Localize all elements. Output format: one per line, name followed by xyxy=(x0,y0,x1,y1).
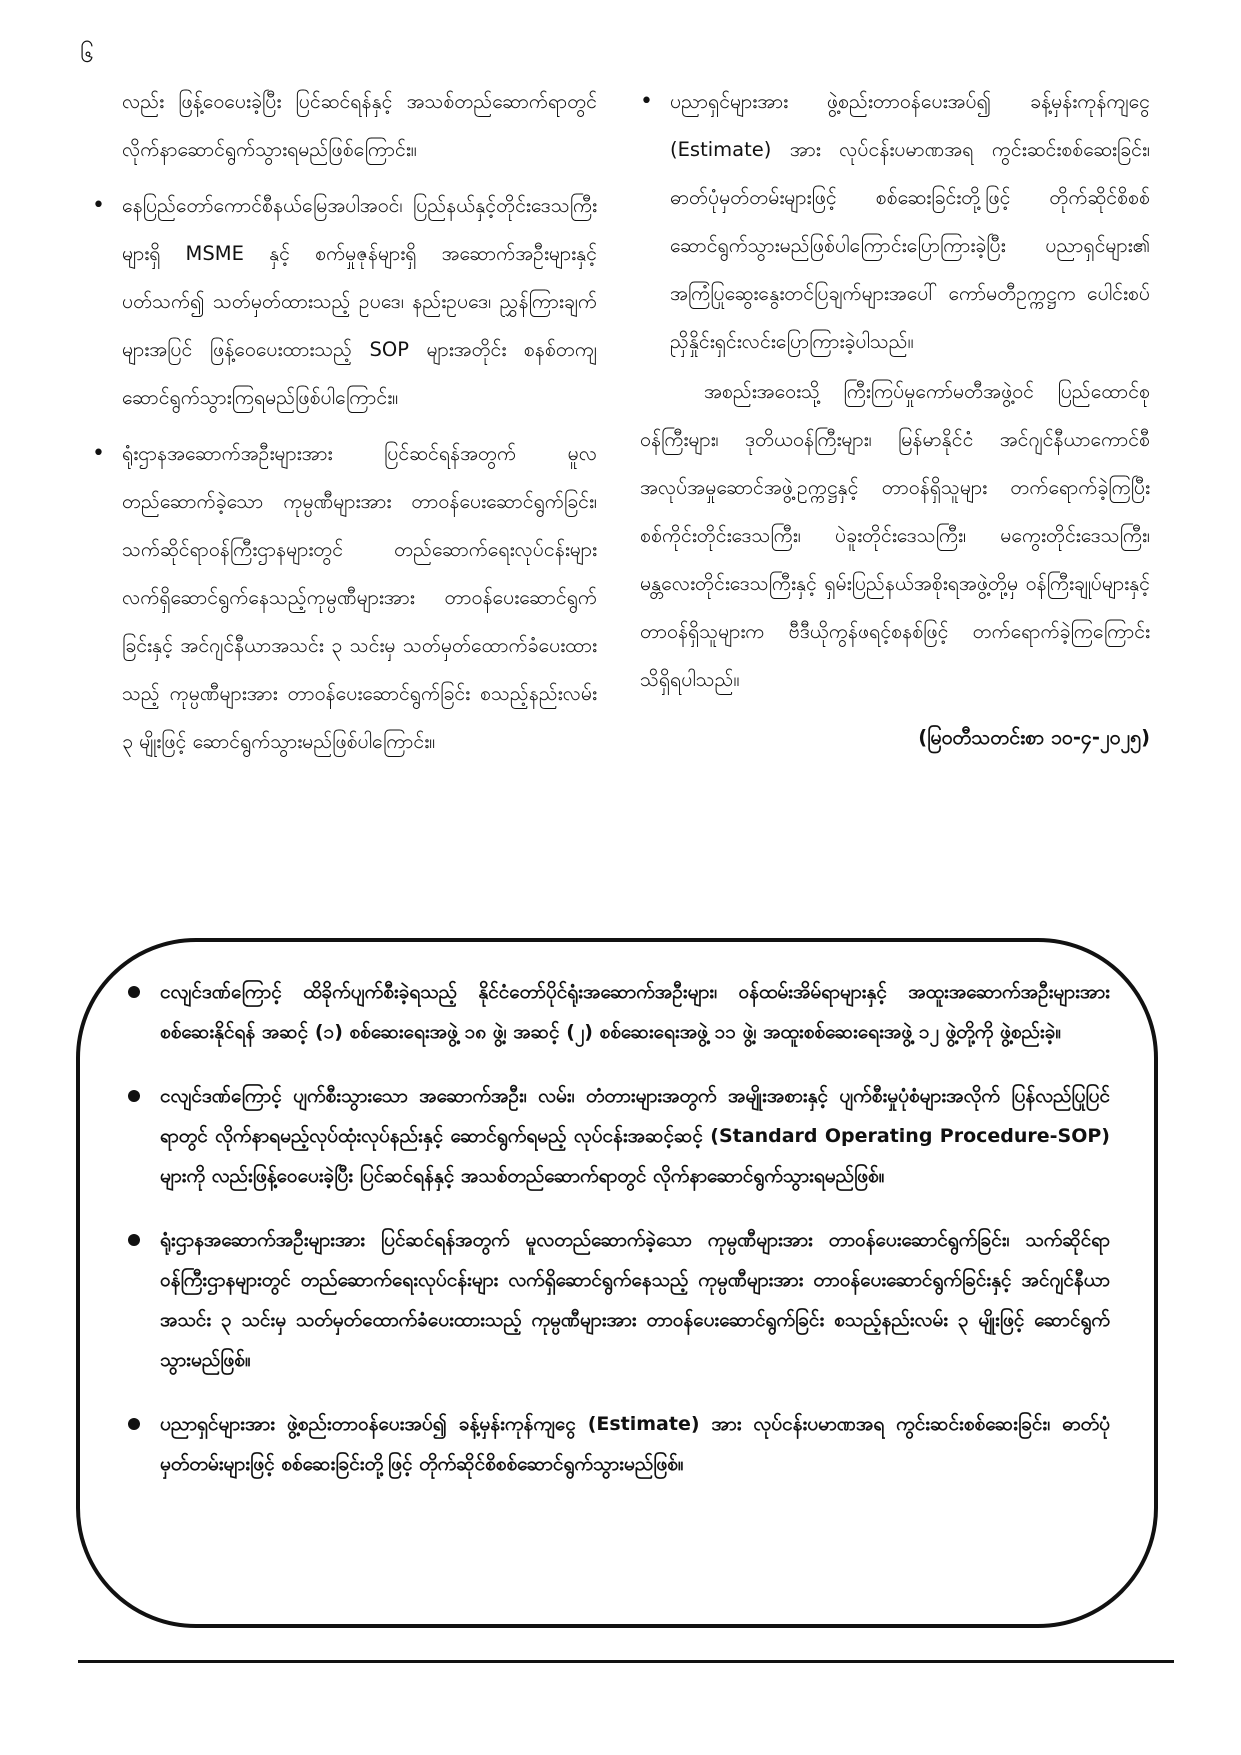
bullet-item: • ရုံးဌာနအဆောက်အဦးများအား ပြင်ဆင်ရန်အတွက် မူလတည်ဆောက်ခဲ့သော ကုမ္ပဏီများအား တာဝန်ပေးဆောင်ရွက်ခြင်း၊ သက်ဆိုင်ရာဝန်ကြီးဌာနများတွင် တည်ဆောက်ရေးလုပ်ငန်းများ လက်ရှိဆောင်ရွက်နေသည့်ကုမ္ပဏီများအား တာဝန်ပေးဆောင်ရွက်ခြင်းနှင့် အင်ဂျင်နီယာအသင်း ၃ သင်းမှ သတ်မှတ်ထောက်ခံပေးထားသည့် ကုမ္ပဏီများအား တာဝန်ပေးဆောင်ရွက်ခြင်း စသည့်နည်းလမ်း ၃ မျိုးဖြင့် ဆောင်ရွက်သွားမည်ဖြစ်ပါကြောင်း။ xyxy=(92,430,597,766)
summary-item: ပညာရှင်များအား ဖွဲ့စည်းတာဝန်ပေးအပ်၍ ခန့်မှန်းကုန်ကျငွေ (Estimate) အား လုပ်ငန်းပမာဏအရ ကွင်းဆင်းစစ်ဆေးခြင်း၊ ဓာတ်ပုံမှတ်တမ်းများဖြင့် စစ်ဆေးခြင်းတို့ဖြင့် တိုက်ဆိုင်စိစစ်ဆောင်ရွက်သွားမည်ဖြစ်။ xyxy=(124,1404,1110,1484)
bullet-item: • နေပြည်တော်ကောင်စီနယ်မြေအပါအဝင်၊ ပြည်နယ်နှင့်တိုင်းဒေသကြီးများရှိ MSME နှင့် စက်မှုဇုန်များရှိ အဆောက်အဦးများနှင့်ပတ်သက်၍ သတ်မှတ်ထားသည့် ဥပဒေ၊ နည်းဥပဒေ၊ ညွှန်ကြားချက်များအပြင် ဖြန့်ဝေပေးထားသည့် SOP များအတိုင်း စနစ်တကျဆောင်ရွက်သွားကြရမည်ဖြစ်ပါကြောင်း။ xyxy=(92,182,597,422)
summary-box xyxy=(76,938,1158,1628)
summary-item: ငလျင်ဒဏ်ကြောင့် ထိခိုက်ပျက်စီးခဲ့ရသည့် နိုင်ငံတော်ပိုင်ရုံးအဆောက်အဦးများ၊ ဝန်ထမ်းအိမ်ရာများနှင့် အထူးအဆောက်အဦးများအား စစ်ဆေးနိုင်ရန် အဆင့် (၁) စစ်ဆေးရေးအဖွဲ့ ၁၈ ဖွဲ့၊ အဆင့် (၂) စစ်ဆေးရေးအဖွဲ့ ၁၁ ဖွဲ့၊ အထူးစစ်ဆေးရေးအဖွဲ့ ၁၂ ဖွဲ့တို့ကို ဖွဲ့စည်းခဲ့။ xyxy=(124,972,1110,1052)
footer-divider xyxy=(78,1660,1174,1663)
source-citation: (မြဝတီသတင်းစာ ၁၀-၄-၂၀၂၅) xyxy=(918,726,1150,749)
right-column xyxy=(640,78,1150,762)
body-paragraph: အစည်းအဝေးသို့ ကြီးကြပ်မှုကော်မတီအဖွဲ့ဝင် ပြည်ထောင်စုဝန်ကြီးများ၊ ဒုတိယဝန်ကြီးများ၊ မြန်မာနိုင်ငံ အင်ဂျင်နီယာကောင်စီအလုပ်အမှုဆောင်အဖွဲ့ဥက္ကဋ္ဌနှင့် တာဝန်ရှိသူများ တက်ရောက်ခဲ့ကြပြီး စစ်ကိုင်းတိုင်းဒေသကြီး၊ ပဲခူးတိုင်းဒေသကြီး၊ မကွေးတိုင်းဒေသကြီး၊ မန္တလေးတိုင်းဒေသကြီးနှင့် ရှမ်းပြည်နယ်အစိုးရအဖွဲ့တို့မှ ဝန်ကြီးချုပ်များနှင့် တာဝန်ရှိသူများက ဗီဒီယိုကွန်ဖရင့်စနစ်ဖြင့် တက်ရောက်ခဲ့ကြကြောင်း သိရှိရပါသည်။ xyxy=(640,380,1150,691)
left-column xyxy=(92,78,597,766)
page-number: ၆ xyxy=(80,40,94,68)
summary-list xyxy=(124,972,1110,1508)
summary-item: ငလျင်ဒဏ်ကြောင့် ပျက်စီးသွားသော အဆောက်အဦး၊ လမ်း၊ တံတားများအတွက် အမျိုးအစားနှင့် ပျက်စီးမှုပုံစံများအလိုက် ပြန်လည်ပြုပြင်ရာတွင် လိုက်နာရမည့်လုပ်ထုံးလုပ်နည်းနှင့် ဆောင်ရွက်ရမည့် လုပ်ငန်းအဆင့်ဆင့် (Standard Operating Procedure-SOP) များကို လည်းဖြန့်ဝေပေးခဲ့ပြီး ပြင်ဆင်ရန်နှင့် အသစ်တည်ဆောက်ရာတွင် လိုက်နာဆောင်ရွက်သွားရမည်ဖြစ်။ xyxy=(124,1076,1110,1196)
bullet-item: • ပညာရှင်များအား ဖွဲ့စည်းတာဝန်ပေးအပ်၍ ခန့်မှန်းကုန်ကျငွေ (Estimate) အား လုပ်ငန်းပမာဏအရ ကွင်းဆင်းစစ်ဆေးခြင်း၊ ဓာတ်ပုံမှတ်တမ်းများဖြင့် စစ်ဆေးခြင်းတို့ဖြင့် တိုက်ဆိုင်စိစစ်ဆောင်ရွက်သွားမည်ဖြစ်ပါကြောင်းပြောကြားခဲ့ပြီး ပညာရှင်များ၏ အကြံပြုဆွေးနွေးတင်ပြချက်များအပေါ် ကော်မတီဥက္ကဋ္ဌက ပေါင်းစပ်ညှိနှိုင်းရှင်းလင်းပြောကြားခဲ့ပါသည်။ xyxy=(640,78,1150,366)
summary-item: ရုံးဌာနအဆောက်အဦးများအား ပြင်ဆင်ရန်အတွက် မူလတည်ဆောက်ခဲ့သော ကုမ္ပဏီများအား တာဝန်ပေးဆောင်ရွက်ခြင်း၊ သက်ဆိုင်ရာဝန်ကြီးဌာနများတွင် တည်ဆောက်ရေးလုပ်ငန်းများ လက်ရှိဆောင်ရွက်နေသည့် ကုမ္ပဏီများအား တာဝန်ပေးဆောင်ရွက်ခြင်းနှင့် အင်ဂျင်နီယာအသင်း ၃ သင်းမှ သတ်မှတ်ထောက်ခံပေးထားသည့် ကုမ္ပဏီများအား တာဝန်ပေးဆောင်ရွက်ခြင်း စသည့်နည်းလမ်း ၃ မျိုးဖြင့် ဆောင်ရွက်သွားမည်ဖြစ်။ xyxy=(124,1220,1110,1380)
continuation-text: လည်း ဖြန့်ဝေပေးခဲ့ပြီး ပြင်ဆင်ရန်နှင့် အသစ်တည်ဆောက်ရာတွင် လိုက်နာဆောင်ရွက်သွားရမည်ဖြစ်ကြောင်း။ xyxy=(122,90,597,161)
